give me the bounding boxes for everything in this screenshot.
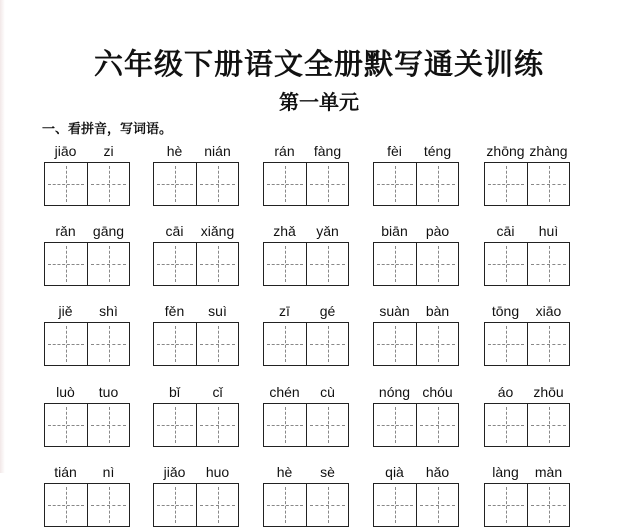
writing-boxes <box>153 162 239 206</box>
pinyin-syllable: nì <box>102 464 115 480</box>
word-item <box>263 383 349 449</box>
character-cell[interactable] <box>374 163 416 205</box>
pinyin-syllable: zhōng <box>486 143 525 159</box>
word-item <box>263 222 349 288</box>
pinyin-syllable: xiǎng <box>200 223 235 239</box>
word-item <box>373 222 459 288</box>
pinyin-syllable: yǎn <box>316 223 339 239</box>
pinyin-syllable: hè <box>166 143 183 159</box>
pinyin-syllable: hǎo <box>425 464 450 480</box>
pinyin-syllable: làng <box>492 464 519 480</box>
character-cell[interactable] <box>485 404 527 446</box>
pinyin-syllable: tōng <box>491 303 520 319</box>
character-cell[interactable] <box>306 404 348 446</box>
character-cell[interactable] <box>374 323 416 365</box>
writing-boxes <box>484 322 570 366</box>
writing-boxes <box>373 483 459 527</box>
pinyin-syllable: fèi <box>387 143 402 159</box>
pinyin-syllable: shì <box>99 303 118 319</box>
character-cell[interactable] <box>196 404 238 446</box>
word-item <box>373 302 459 368</box>
pinyin-syllable: nián <box>204 143 231 159</box>
writing-boxes <box>484 483 570 527</box>
character-cell[interactable] <box>527 484 569 526</box>
pinyin-syllable: huo <box>205 464 230 480</box>
pinyin-syllable: luò <box>56 384 75 400</box>
writing-boxes <box>44 483 130 527</box>
character-cell[interactable] <box>154 323 196 365</box>
writing-boxes <box>153 242 239 286</box>
writing-boxes <box>373 403 459 447</box>
pinyin-syllable: chóu <box>422 384 453 400</box>
character-cell[interactable] <box>87 243 129 285</box>
pinyin-syllable: gé <box>319 303 336 319</box>
writing-boxes <box>263 483 349 527</box>
word-item <box>373 142 459 208</box>
character-cell[interactable] <box>527 163 569 205</box>
writing-boxes <box>373 162 459 206</box>
character-cell[interactable] <box>45 404 87 446</box>
writing-boxes <box>44 242 130 286</box>
pinyin-syllable: nóng <box>378 384 411 400</box>
word-item <box>44 222 130 288</box>
pinyin-syllable: fěn <box>164 303 185 319</box>
character-cell[interactable] <box>45 163 87 205</box>
word-item <box>44 383 130 449</box>
pinyin-syllable: zhǎ <box>273 223 296 239</box>
character-cell[interactable] <box>374 404 416 446</box>
pinyin-syllable: pào <box>425 223 450 239</box>
pinyin-syllable: hè <box>276 464 293 480</box>
word-item <box>484 142 570 208</box>
writing-boxes <box>153 483 239 527</box>
writing-boxes <box>263 242 349 286</box>
word-item <box>153 302 239 368</box>
character-cell[interactable] <box>264 323 306 365</box>
character-cell[interactable] <box>416 323 458 365</box>
character-cell[interactable] <box>264 163 306 205</box>
word-item <box>263 142 349 208</box>
writing-boxes <box>153 403 239 447</box>
pinyin-syllable: áo <box>497 384 514 400</box>
pinyin-syllable: cāi <box>165 223 184 239</box>
writing-boxes <box>373 322 459 366</box>
pinyin-syllable: sè <box>320 464 335 480</box>
character-cell[interactable] <box>485 323 527 365</box>
character-cell[interactable] <box>374 484 416 526</box>
character-cell[interactable] <box>196 243 238 285</box>
pinyin-syllable: chén <box>269 384 300 400</box>
pinyin-syllable: màn <box>534 464 563 480</box>
pinyin-syllable: huì <box>538 223 559 239</box>
character-cell[interactable] <box>485 484 527 526</box>
character-cell[interactable] <box>154 484 196 526</box>
pinyin-syllable: zhàng <box>529 143 568 159</box>
unit-heading: 第一单元 <box>279 90 359 114</box>
character-cell[interactable] <box>154 404 196 446</box>
pinyin-syllable: rǎn <box>55 223 76 239</box>
word-item <box>373 383 459 449</box>
character-cell[interactable] <box>264 404 306 446</box>
word-item <box>153 383 239 449</box>
character-cell[interactable] <box>45 484 87 526</box>
pinyin-syllable: zhōu <box>533 384 564 400</box>
character-cell[interactable] <box>87 404 129 446</box>
pinyin-syllable: xiāo <box>535 303 562 319</box>
character-cell[interactable] <box>196 484 238 526</box>
writing-boxes <box>44 322 130 366</box>
pinyin-syllable: fàng <box>313 143 342 159</box>
character-cell[interactable] <box>306 163 348 205</box>
pinyin-syllable: jiāo <box>54 143 77 159</box>
character-cell[interactable] <box>154 243 196 285</box>
character-cell[interactable] <box>264 484 306 526</box>
word-item <box>44 302 130 368</box>
pinyin-syllable: jiě <box>58 303 73 319</box>
pinyin-syllable: cǐ <box>212 384 223 400</box>
word-item <box>484 383 570 449</box>
writing-boxes <box>263 322 349 366</box>
exercise-instruction: 一、看拼音，写词语。 <box>42 122 173 137</box>
character-cell[interactable] <box>416 484 458 526</box>
word-item <box>153 222 239 288</box>
word-item <box>484 302 570 368</box>
character-cell[interactable] <box>196 163 238 205</box>
character-cell[interactable] <box>527 243 569 285</box>
character-cell[interactable] <box>87 484 129 526</box>
character-cell[interactable] <box>87 163 129 205</box>
pinyin-syllable: zi <box>103 143 114 159</box>
character-cell[interactable] <box>374 243 416 285</box>
character-cell[interactable] <box>527 323 569 365</box>
character-cell[interactable] <box>154 163 196 205</box>
writing-boxes <box>263 162 349 206</box>
word-item <box>153 142 239 208</box>
word-item <box>263 302 349 368</box>
writing-boxes <box>484 403 570 447</box>
character-cell[interactable] <box>306 484 348 526</box>
pinyin-syllable: tuo <box>98 384 119 400</box>
character-cell[interactable] <box>485 163 527 205</box>
pinyin-syllable: rán <box>274 143 295 159</box>
character-cell[interactable] <box>306 243 348 285</box>
character-cell[interactable] <box>527 404 569 446</box>
pinyin-syllable: téng <box>423 143 452 159</box>
writing-boxes <box>153 322 239 366</box>
pinyin-syllable: suàn <box>379 303 410 319</box>
page-title: 六年级下册语文全册默写通关训练 <box>93 47 544 81</box>
character-cell[interactable] <box>45 243 87 285</box>
pinyin-syllable: zī <box>279 303 290 319</box>
word-item <box>484 222 570 288</box>
character-cell[interactable] <box>87 323 129 365</box>
pinyin-syllable: gāng <box>92 223 125 239</box>
character-cell[interactable] <box>45 323 87 365</box>
character-cell[interactable] <box>485 243 527 285</box>
word-item <box>44 142 130 208</box>
character-cell[interactable] <box>306 323 348 365</box>
writing-boxes <box>263 403 349 447</box>
pinyin-syllable: bàn <box>425 303 450 319</box>
pinyin-syllable: jiǎo <box>163 464 186 480</box>
pinyin-syllable: cāi <box>496 223 515 239</box>
pinyin-syllable: tián <box>54 464 77 480</box>
writing-boxes <box>484 242 570 286</box>
character-cell[interactable] <box>416 163 458 205</box>
writing-boxes <box>373 242 459 286</box>
pinyin-syllable: bǐ <box>169 384 180 400</box>
character-cell[interactable] <box>416 404 458 446</box>
pinyin-syllable: suì <box>208 303 227 319</box>
writing-boxes <box>484 162 570 206</box>
pinyin-syllable: biān <box>381 223 408 239</box>
character-cell[interactable] <box>264 243 306 285</box>
character-cell[interactable] <box>196 323 238 365</box>
character-cell[interactable] <box>416 243 458 285</box>
pinyin-syllable: cù <box>320 384 335 400</box>
writing-boxes <box>44 403 130 447</box>
writing-boxes <box>44 162 130 206</box>
pinyin-syllable: qià <box>385 464 404 480</box>
